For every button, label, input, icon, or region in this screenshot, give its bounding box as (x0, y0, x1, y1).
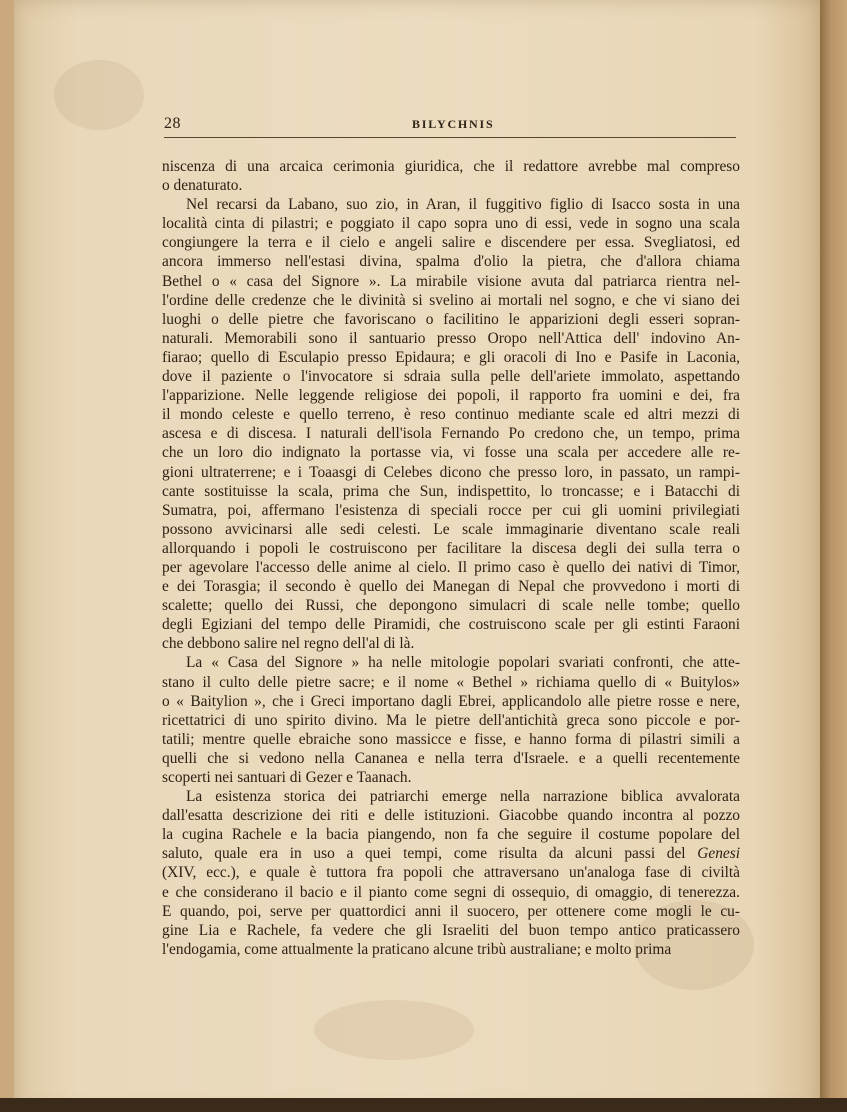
text-line: l'ordine delle credenze che le divinità si svelino ai mortali nel sogno, e che vi siano dei (162, 291, 740, 309)
text-line: La « Casa del Signore » ha nelle mitologie popolari svariati confronti, che atte- (186, 654, 740, 672)
text-line: la cugina Rachele e la bacia piangendo, non fa che seguire il costume popolare del (162, 826, 740, 844)
text-line: (XIV, ecc.), e quale è tuttora fra popoli che attraversano un'analoga fase di civiltà (162, 864, 740, 882)
text-line: gioni ultraterrene; e i Toaasgi di Celebes dicono che presso loro, in passato, un rampi- (162, 463, 740, 481)
paper-stain (314, 1000, 474, 1060)
text-line: saluto, quale era in uso a quei tempi, come risulta da alcuni passi del Genesi (162, 845, 740, 863)
text-line: naturali. Memorabili sono il santuario presso Oropo nell'Attica dell' indovino An- (162, 329, 740, 347)
paragraph (162, 653, 740, 787)
text-line: La esistenza storica dei patriarchi emerge nella narrazione biblica avvalorata (186, 788, 740, 806)
page-number: 28 (164, 115, 181, 132)
text-line: l'apparizione. Nelle leggende religiose dei popoli, il rapporto fra uomini e dei, fra (162, 387, 740, 405)
paragraph (162, 157, 740, 195)
header-rule (164, 137, 736, 138)
paragraph (162, 195, 740, 653)
text-line: niscenza di una arcaica cerimonia giuridica, che il redattore avrebbe mal compreso (162, 158, 740, 175)
text-line: ancora immerso nell'estasi divina, spalma d'olio la pietra, che d'allora chiama (162, 253, 740, 271)
body-text (162, 157, 740, 959)
running-head: BILYCHNIS (412, 117, 495, 131)
text-line: gine Lia e Rachele, fa vedere che gli Israeliti del buon tempo antico praticassero (162, 921, 740, 939)
text-line: o « Baitylion », che i Greci importano dagli Ebrei, applicandolo alle pietre rosse e nere, (162, 692, 740, 710)
text-line: cante sostituisse la scala, prima che Sun, indispettito, lo troncasse; e i Batacchi di (162, 482, 740, 500)
text-line: quelli che si vedono nella Cananea e nella terra d'Israele. e a quelli recentemente (162, 749, 740, 767)
text-line: allorquando i popoli le costruiscono per facilitare la discesa degli dei sulla terra o (162, 539, 740, 557)
text-line: dall'esatta descrizione dei riti e delle istituzioni. Giacobbe quando incontra al pozzo (162, 807, 740, 825)
text-line: o denaturato. (162, 177, 243, 195)
text-line: Nel recarsi da Labano, suo zio, in Aran, il fuggitivo figlio di Isacco sosta in una (186, 196, 740, 214)
page-edge-right (820, 0, 847, 1112)
text-line: scoperti nei santuari di Gezer e Taanach. (162, 769, 412, 786)
paper-stain (54, 60, 144, 130)
text-line: possono avvicinarsi alle sedi celesti. Le scale immaginarie diventano scale reali (162, 520, 740, 538)
text-line: tatili; mentre quelle ebraiche sono massicce e fisse, e hanno forma di pilastri simili a (162, 730, 740, 748)
text-line: che un loro dio indignato la portasse via, vi fosse una scala per accedere alle re- (162, 444, 740, 462)
text-line: per agevolare l'accesso delle anime al cielo. Il primo caso è quello dei nativi di Timor, (162, 558, 740, 576)
text-line: Sumatra, poi, affermano l'esistenza di speciali rocce per cui gli uomini privilegiati (162, 501, 740, 519)
text-line: e dei Torasgia; il secondo è quello dei Manegan di Nepal che provvedono i morti di (162, 578, 740, 596)
page-edge-bottom (0, 1098, 847, 1112)
text-line: l'endogamia, come attualmente la praticano alcune tribù australiane; e molto prima (162, 940, 672, 958)
text-line: e che considerano il bacio e il pianto come segni di ossequio, di omaggio, di tenerezza. (162, 883, 740, 901)
text-line: ascesa e di discesa. I naturali dell'isola Fernando Po credono che, un tempo, prima (162, 425, 740, 443)
text-line: congiungere la terra e il cielo e angeli salire e discendere per essa. Svegliatosi, ed (162, 234, 740, 252)
paragraph (162, 787, 740, 959)
text-line: degli Egiziani del tempo delle Piramidi, che costruiscono scale per gli estinti Faraoni (162, 616, 740, 634)
text-line: ricettatrici di uno spirito divino. Ma le pietre dell'antichità greca sono piccole e por- (162, 711, 740, 729)
text-line: fiarao; quello di Esculapio presso Epidaura; e gli oracoli di Ino e Pasife in Laconia, (162, 348, 740, 366)
text-line: località cinta di pilastri; e poggiato il capo sopra uno di essi, vede in sogno una scala (162, 215, 740, 233)
text-line: scalette; quello dei Russi, che depongono simulacri di scale nelle tombe; quello (162, 597, 740, 615)
text-line: Bethel o « casa del Signore ». La mirabile visione avuta dal patriarca rientra nel- (162, 272, 740, 290)
text-line: dove il paziente o l'invocatore si sdraia sulla pelle dell'ariete immolato, aspettando (162, 368, 740, 386)
text-line: stano il culto delle pietre sacre; e il nome « Bethel » richiama quello di « Buitylos» (162, 673, 740, 691)
text-line: luoghi o delle pietre che favoriscano o facilitino le apparizioni degli esseri sopran- (162, 310, 740, 328)
text-line: il mondo celeste e quello terreno, è reso continuo mediante scale ed altri mezzi di (162, 406, 740, 424)
text-line: E quando, poi, serve per quattordici anni il suocero, per ottenere come mogli le cu- (162, 902, 740, 920)
text-line: che debbono salire nel regno dell'al di là. (162, 635, 415, 653)
page-header (164, 113, 736, 137)
